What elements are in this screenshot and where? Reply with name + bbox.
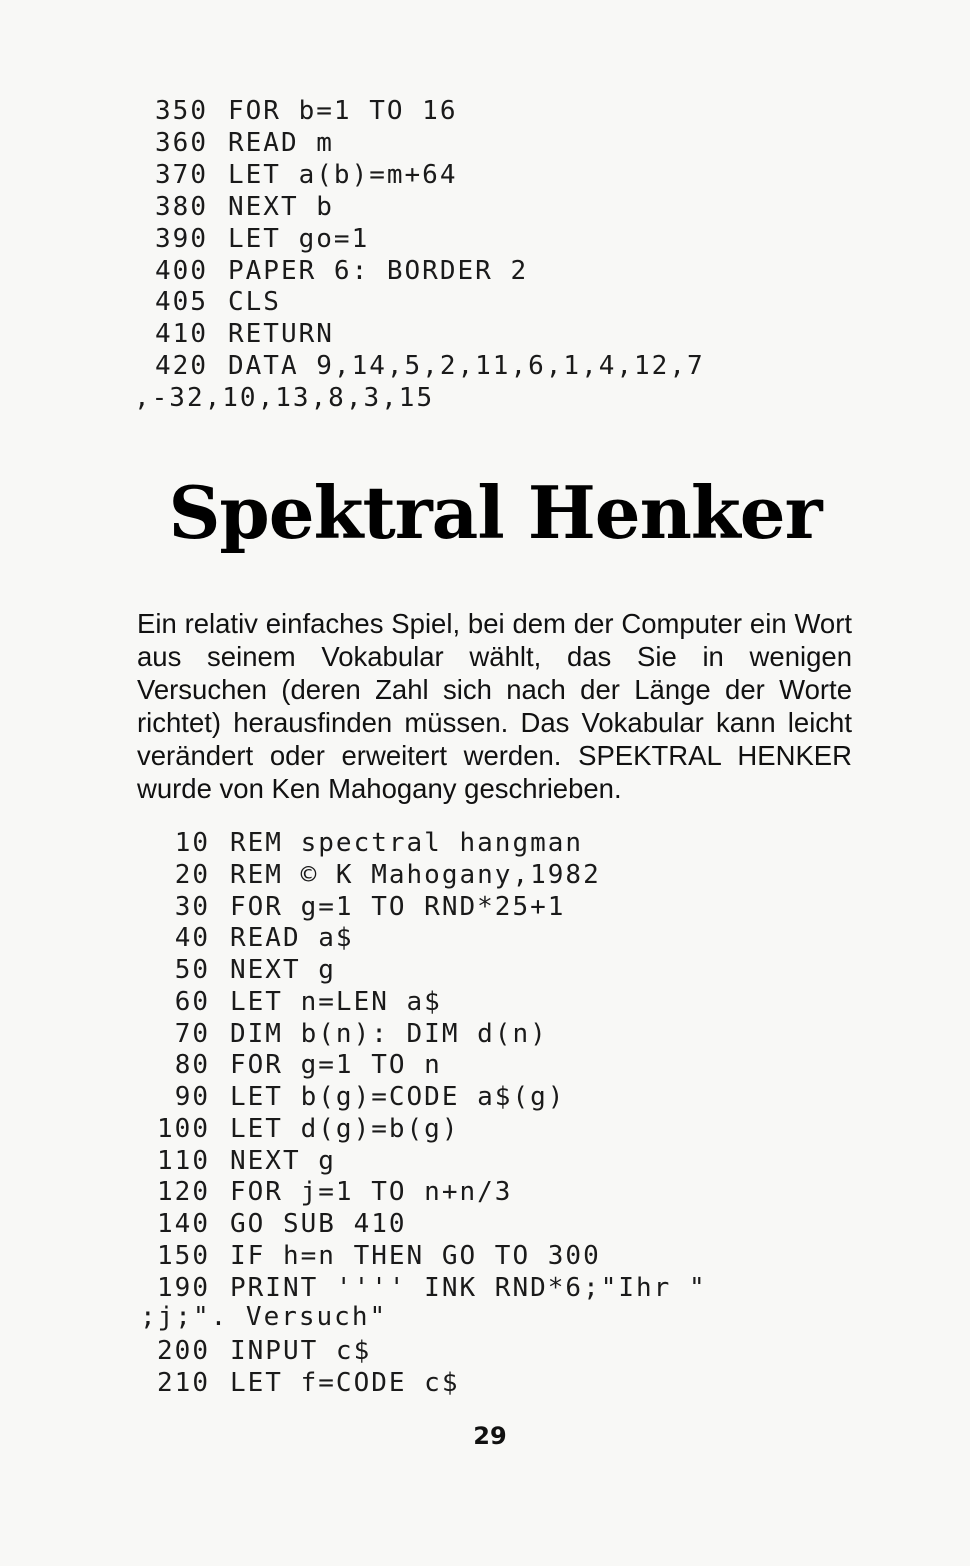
code-statement: IF h=n THEN GO TO 300	[230, 1240, 601, 1271]
code-statement: READ m	[228, 127, 334, 158]
line-number: 200	[157, 1336, 210, 1366]
code-statement: NEXT b	[228, 191, 334, 222]
code-statement: NEXT g	[230, 1145, 336, 1176]
line-number: 50	[174, 955, 210, 985]
line-number: 80	[174, 1050, 210, 1081]
line-number: 380	[155, 191, 208, 222]
article-title: Spektral Henker	[168, 470, 822, 555]
code-statement: DATA 9,14,5,2,11,6,1,4,12,7	[228, 351, 705, 382]
page-number: 29	[473, 1422, 507, 1450]
line-number: 30	[174, 891, 210, 922]
line-number: 210	[157, 1367, 210, 1398]
line-number: 150	[157, 1240, 210, 1271]
line-number: 390	[155, 223, 208, 254]
line-number: 120	[157, 1177, 210, 1208]
line-number: 110	[157, 1145, 210, 1176]
line-number: 10	[174, 828, 210, 858]
code-continuation-line: ,-32,10,13,8,3,15	[134, 383, 435, 413]
code-statement: LET b(g)=CODE a$(g)	[230, 1082, 566, 1112]
line-number: 360	[155, 127, 208, 158]
code-statement: LET a(b)=m+64	[228, 159, 458, 190]
line-number: 400	[155, 255, 208, 286]
code-statement: DIM b(n): DIM d(n)	[230, 1018, 548, 1049]
line-number: 420	[155, 351, 208, 382]
code-statement: GO SUB 410	[230, 1209, 407, 1239]
line-number: 60	[174, 986, 210, 1017]
code-statement: RETURN	[228, 319, 334, 350]
line-number: 90	[174, 1082, 210, 1112]
line-number: 350	[155, 96, 208, 126]
line-number: 410	[155, 319, 208, 350]
code-statement: FOR g=1 TO RND*25+1	[230, 891, 566, 922]
code-statement: FOR j=1 TO n+n/3	[230, 1177, 513, 1208]
intro-paragraph: Ein relativ einfaches Spiel, bei dem der Computer ein Wort aus seinem Vokabular wählt, das Sie in wenigen Versuchen (deren Zahl sich nach der Länge der Worte richtet) herausfinden müssen. Das Vokabular kann leicht verändert oder erweitert werden. SPEKTRAL HENKER wurde von Ken Mahogany geschrieben.	[137, 608, 852, 804]
code-statement: CLS	[228, 287, 281, 318]
code-statement: REM spectral hangman	[230, 828, 584, 858]
code-statement: LET n=LEN a$	[230, 986, 442, 1017]
code-statement: LET go=1	[228, 223, 370, 254]
line-number: 20	[174, 859, 210, 890]
code-statement: NEXT g	[230, 955, 336, 985]
code-statement: PRINT '''' INK RND*6;"Ihr "	[230, 1272, 707, 1303]
line-number: 370	[155, 159, 208, 190]
line-number: 70	[174, 1018, 210, 1049]
code-continuation-line: ;j;". Versuch"	[140, 1302, 388, 1332]
line-number: 190	[157, 1272, 210, 1303]
code-statement: LET f=CODE c$	[230, 1367, 460, 1398]
code-statement: READ a$	[230, 923, 354, 954]
code-statement: LET d(g)=b(g)	[230, 1113, 460, 1144]
line-number: 100	[157, 1113, 210, 1144]
code-statement: FOR b=1 TO 16	[228, 96, 458, 126]
code-statement: REM © K Mahogany,1982	[230, 859, 601, 890]
code-statement: PAPER 6: BORDER 2	[228, 255, 529, 286]
code-statement: INPUT c$	[230, 1336, 372, 1366]
code-statement: FOR g=1 TO n	[230, 1050, 442, 1081]
line-number: 40	[174, 923, 210, 954]
line-number: 405	[155, 287, 208, 318]
line-number: 140	[157, 1209, 210, 1239]
